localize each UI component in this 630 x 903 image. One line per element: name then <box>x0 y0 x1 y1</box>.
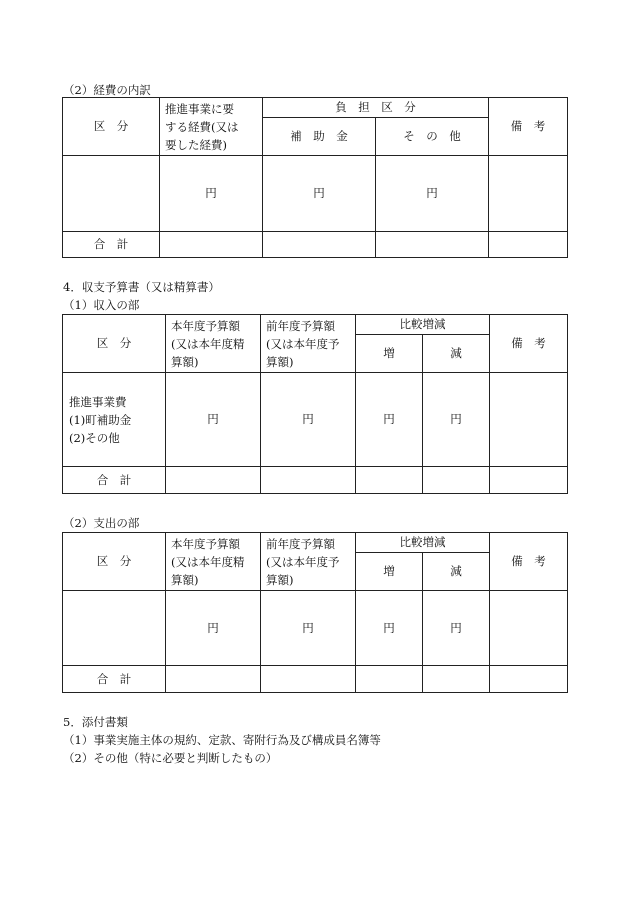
income-header-previous-year: 前年度予算額 (又は本年度予 算額) <box>261 315 356 373</box>
expenditure-previous-amount-cell[interactable]: 円 <box>261 591 356 666</box>
expenditure-header-comparison: 比較増減 <box>356 533 490 553</box>
expenditure-header-current-year: 本年度予算額 (又は本年度精 算額) <box>166 533 261 591</box>
kubun-cell[interactable] <box>63 156 160 232</box>
header-hojokin: 補 助 金 <box>263 118 376 156</box>
expenditure-header-increase: 増 <box>356 553 423 591</box>
income-header-kubun: 区 分 <box>63 315 166 373</box>
expenditure-header-kubun: 区 分 <box>63 533 166 591</box>
income-increase-cell[interactable]: 円 <box>356 373 423 467</box>
expenditure-total-current[interactable] <box>166 666 261 693</box>
income-header-current-year: 本年度予算額 (又は本年度精 算額) <box>166 315 261 373</box>
budget-section-title: 4．収支予算書（又は精算書） <box>63 280 220 294</box>
income-decrease-cell[interactable]: 円 <box>423 373 490 467</box>
header-suishin-expense: 推進事業に要 する経費(又は 要した経費) <box>160 98 263 156</box>
total-biko-cell[interactable] <box>489 232 568 258</box>
income-previous-amount-cell[interactable]: 円 <box>261 373 356 467</box>
income-total-current[interactable] <box>166 467 261 494</box>
expenditure-total-increase[interactable] <box>356 666 423 693</box>
income-total-previous[interactable] <box>261 467 356 494</box>
income-table <box>62 314 568 494</box>
income-item: 推進事業費 <box>69 394 127 409</box>
income-header-biko: 備 考 <box>490 315 568 373</box>
expenditure-biko-cell[interactable] <box>490 591 568 666</box>
income-items-cell <box>63 373 166 467</box>
total-hojokin-cell[interactable] <box>263 232 376 258</box>
expenditure-subtitle: （2）支出の部 <box>63 516 140 530</box>
income-total-decrease[interactable] <box>423 467 490 494</box>
header-kubun: 区 分 <box>63 98 160 156</box>
hojokin-amount-cell[interactable]: 円 <box>263 156 376 232</box>
expenditure-decrease-cell[interactable]: 円 <box>423 591 490 666</box>
expenditure-table <box>62 532 568 693</box>
header-biko: 備 考 <box>489 98 568 156</box>
expenditure-total-decrease[interactable] <box>423 666 490 693</box>
attachment-item: （2）その他（特に必要と判断したもの） <box>63 751 278 765</box>
income-subtitle: （1）収入の部 <box>63 298 140 312</box>
sonota-amount-cell[interactable]: 円 <box>376 156 489 232</box>
suishin-amount-cell[interactable]: 円 <box>160 156 263 232</box>
expense-breakdown-table <box>62 97 568 258</box>
total-suishin-cell[interactable] <box>160 232 263 258</box>
income-header-comparison: 比較増減 <box>356 315 490 335</box>
expenditure-header-biko: 備 考 <box>490 533 568 591</box>
income-header-decrease: 減 <box>423 335 490 373</box>
total-label: 合 計 <box>63 232 160 258</box>
income-header-increase: 増 <box>356 335 423 373</box>
expenditure-header-previous-year: 前年度予算額 (又は本年度予 算額) <box>261 533 356 591</box>
expenditure-header-decrease: 減 <box>423 553 490 591</box>
expense-breakdown-title: （2）経費の内訳 <box>63 83 151 97</box>
income-current-amount-cell[interactable]: 円 <box>166 373 261 467</box>
total-sonota-cell[interactable] <box>376 232 489 258</box>
expenditure-total-previous[interactable] <box>261 666 356 693</box>
attachment-item: （1）事業実施主体の規約、定款、寄附行為及び構成員名簿等 <box>63 733 381 747</box>
expenditure-current-amount-cell[interactable]: 円 <box>166 591 261 666</box>
income-item: (2)その他 <box>69 430 120 445</box>
income-item: (1)町補助金 <box>69 412 132 427</box>
attachments-title: 5．添付書類 <box>63 715 128 729</box>
income-total-label: 合 計 <box>63 467 166 494</box>
expenditure-increase-cell[interactable]: 円 <box>356 591 423 666</box>
income-total-increase[interactable] <box>356 467 423 494</box>
biko-cell[interactable] <box>489 156 568 232</box>
income-total-biko[interactable] <box>490 467 568 494</box>
income-biko-cell[interactable] <box>490 373 568 467</box>
expenditure-total-biko[interactable] <box>490 666 568 693</box>
header-futan-kubun: 負 担 区 分 <box>263 98 489 118</box>
header-sonota: そ の 他 <box>376 118 489 156</box>
expenditure-total-label: 合 計 <box>63 666 166 693</box>
expenditure-items-cell[interactable] <box>63 591 166 666</box>
